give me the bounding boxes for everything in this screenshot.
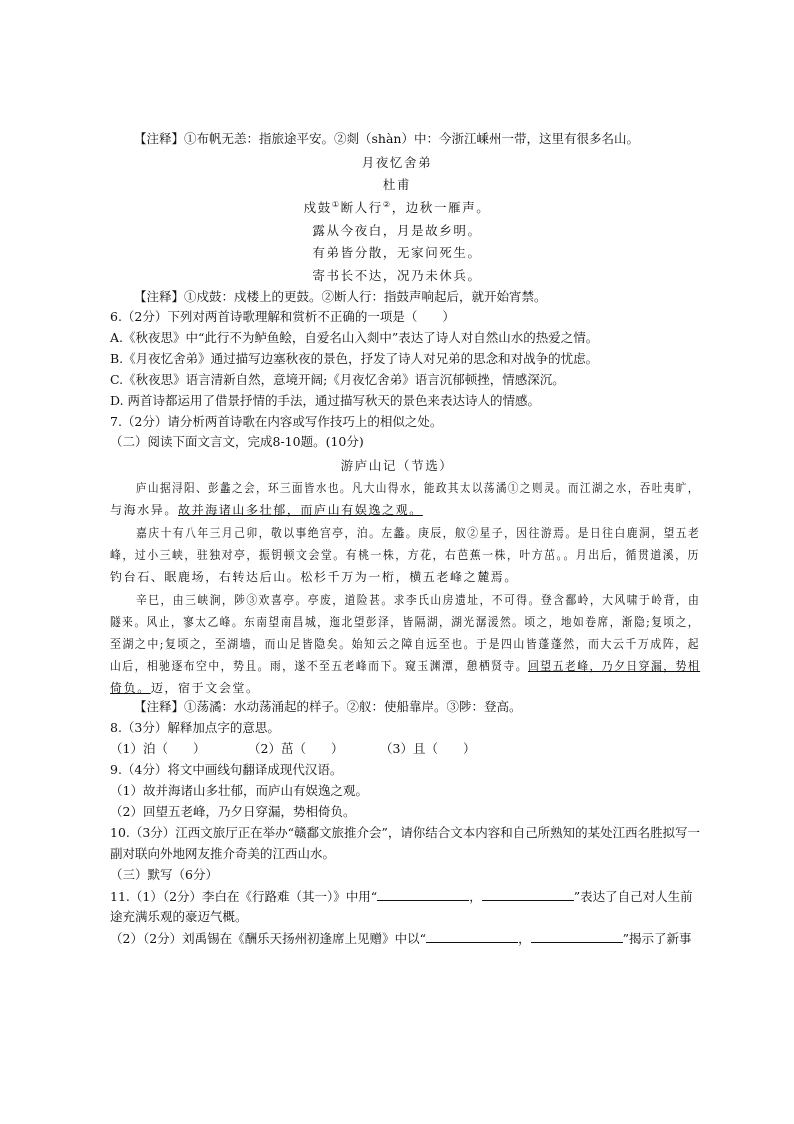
poem-line-3: 有弟皆分散，无家问死生。 <box>312 245 482 260</box>
underlined-sentence-2a: 回望五老峰，乃夕日穿漏，势相 <box>528 659 701 673</box>
q6-option-c: C.《秋夜思》语言清新自然，意境开阔;《月夜忆舍弟》语言沉郁顿挫，情感深沉。 <box>110 372 565 387</box>
prose-p1-line1: 庐山据浔阳、彭蠡之会，环三面皆水也。凡大山得水，能政其太以荡潏①之则灵。而江湖之水，吞吐夷旷， <box>136 481 700 495</box>
answer-blank-4[interactable] <box>531 928 623 943</box>
q7-stem: 7.（2分）请分析两首诗歌在内容或写作技巧上的相似之处。 <box>110 414 443 429</box>
q9-item-1: （1）故并海诸山多壮郁，而庐山有娱逸之观。 <box>110 783 368 798</box>
poem-title: 月夜忆舍弟 <box>361 155 433 170</box>
prose-note: 【注释】①荡潏：水动荡涌起的样子。②舣：使船靠岸。③陟：登高。 <box>134 699 522 714</box>
q9-item-2: （2）回望五老峰，乃夕日穿漏，势相倚负。 <box>110 804 356 819</box>
prose-p3-line3: 至湖之中;复顷之，至湖墙，而山足皆隐矣。始知云之障自远至也。于是四山皆蓬蓬然，而大云千万成阵，起 <box>110 637 701 651</box>
prose-p2-line2: 峰，过小三峡，驻独对亭，振钥顿文会堂。有桃一株，方花，右芭蕉一株，叶方茁。。月出后，循贯道溪，历 <box>110 548 700 562</box>
q8-item-1: （1）泊（ ） <box>110 741 206 756</box>
prose-p3-line1: 辛巳，由三峡涧，陟③欢喜亭。亭废，道险甚。求李氏山房遗址，不可得。登含鄱岭，大风啸于岭背，由 <box>136 593 701 607</box>
q11-part1-line1: 11.（1）（2分）李白在《行路难（其一）》中用“ ， ”表达了自己对人生前 <box>110 886 693 907</box>
q8-item-3: （3）且（ ） <box>380 741 476 756</box>
q8-item-2: （2）茁（ ） <box>248 741 344 756</box>
poem-author: 杜甫 <box>382 177 412 192</box>
answer-blank-1[interactable] <box>377 886 469 901</box>
prose-p1-line2: 与海水异。故并海诸山多壮郁，而庐山有娱逸之观。 <box>110 503 423 517</box>
prose-p3-line2: 隧来。风止，寥太乙峰。东南望南昌城，迤北望彭泽，皆隔湖，湖光潺湲然。顷之，地如卷席，渐隐;复顷之， <box>110 615 700 629</box>
note-poem1: 【注释】①布帆无恙：指旅途平安。②剡（shàn）中：今浙江嵊州一带，这里有很多名山。 <box>134 131 639 146</box>
q6-option-a: A.《秋夜思》中“此行不为鲈鱼鲙，自爱名山入剡中”表达了诗人对自然山水的热爱之情。 <box>110 330 599 345</box>
underlined-sentence-1: 故并海诸山多壮郁，而庐山有娱逸之观。 <box>178 503 423 517</box>
q11-part1-line2: 途充满乐观的豪迈气概。 <box>110 909 248 924</box>
poem-line-2: 露从今夜白，月是故乡明。 <box>312 223 482 238</box>
answer-blank-2[interactable] <box>482 886 574 901</box>
prose-p3-line4: 山后，相驰逐布空中，势且。雨，遂不至五老峰而下。窥玉渊潭，憩栖贤寺。回望五老峰，乃夕日穿漏，势相 <box>110 659 701 673</box>
section-3-heading: （三）默写（6分） <box>110 867 218 882</box>
q11-part2-line1: （2）（2分）刘禹锡在《酬乐天扬州初逢席上见赠》中以“ ， ”揭示了新事 <box>110 928 691 949</box>
prose-p2-line3: 钓台石、眠鹿场，右转达后山。松杉千万为一桁，横五老峰之麓焉。 <box>110 570 519 584</box>
answer-blank-3[interactable] <box>426 928 518 943</box>
q6-option-b: B.《月夜忆舍弟》通过描写边塞秋夜的景色，抒发了诗人对兄弟的思念和对战争的忧虑。 <box>110 351 599 366</box>
q6-option-d: D. 两首诗都运用了借景抒情的手法，通过描写秋天的景色来表达诗人的情感。 <box>110 393 541 408</box>
q8-stem: 8.（3分）解释加点字的意思。 <box>110 720 280 735</box>
prose-p2-line1: 嘉庆十有八年三月己卯，敬以事绝宫亭，泊。左蠡。庚辰，舣②星子，因往游焉。是日往白鹿洞，望五老 <box>136 526 701 540</box>
prose-p3-line5: 倚负。迈，宿于文会堂。 <box>110 681 260 695</box>
prose-title: 游庐山记（节选） <box>340 458 454 473</box>
section-2-heading: （二）阅读下面文言文，完成8-10题。(10分) <box>110 434 364 449</box>
q6-stem: 6.（2分）下列对两首诗歌理解和赏析不正确的一项是（ ） <box>110 309 455 324</box>
q10-line-1: 10.（3分）江西文旅厅正在举办“赣鄱文旅推介会”，请你结合文本内容和自己所熟知的某处江西名胜拟写一 <box>110 825 701 840</box>
note-poem2: 【注释】①戍鼓：戍楼上的更鼓。②断人行：指鼓声响起后，就开始宵禁。 <box>134 289 547 304</box>
q10-line-2: 副对联向外地网友推介奇美的江西山水。 <box>110 846 336 861</box>
q9-stem: 9.（4分）将文中画线句翻译成现代汉语。 <box>110 762 343 777</box>
poem-line-1: 戍鼓①断人行②，边秋一雁声。 <box>303 199 491 215</box>
poem-line-4: 寄书长不达，况乃未休兵。 <box>312 268 482 283</box>
underlined-sentence-2b: 倚负。 <box>110 681 151 695</box>
